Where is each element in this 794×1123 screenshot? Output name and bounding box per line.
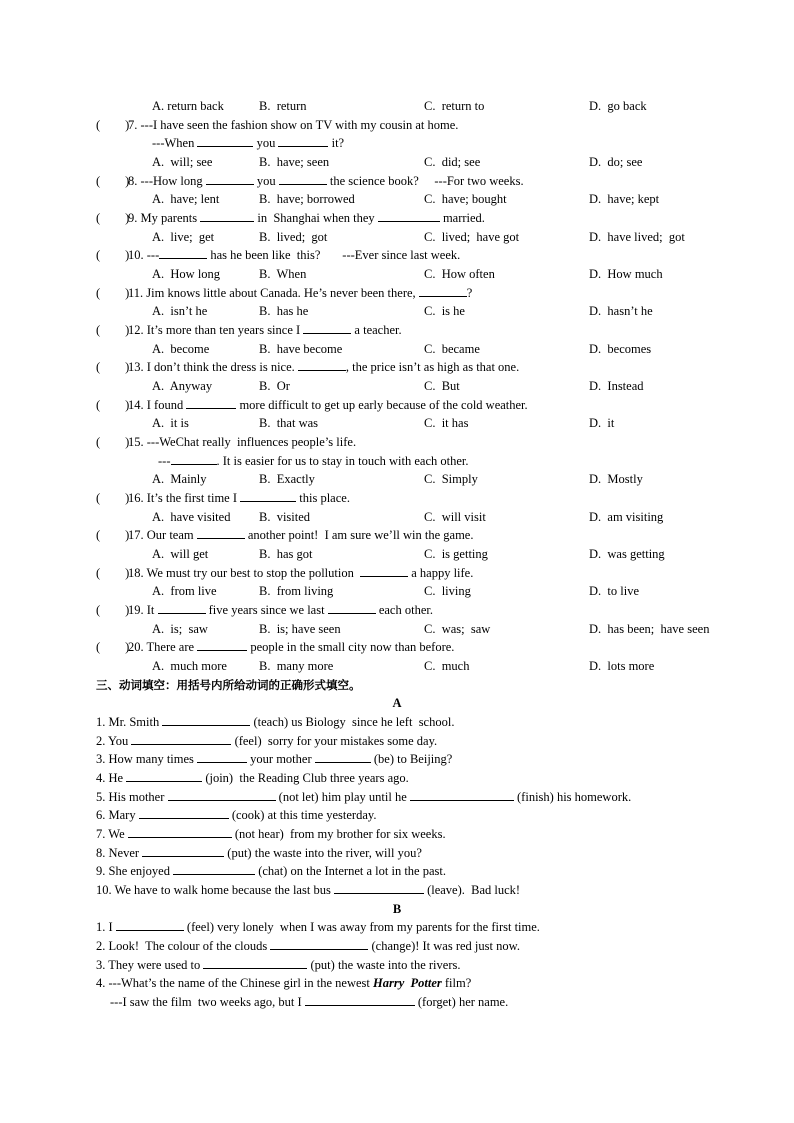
answer-blank[interactable] xyxy=(270,938,368,950)
text: ? xyxy=(466,286,473,300)
text: 2. You xyxy=(96,734,132,748)
text: 8. ---How long xyxy=(128,174,206,188)
option-b[interactable]: B. has he xyxy=(259,304,309,318)
question-stem xyxy=(128,527,473,543)
text: (feel) very lonely when I was away from my parents for the first time. xyxy=(183,920,540,934)
option-b[interactable]: B. many more xyxy=(259,659,334,673)
fill-in-sentence xyxy=(110,994,508,1010)
option-d[interactable]: D. Instead xyxy=(589,379,644,393)
part-label-row xyxy=(0,901,794,917)
text: 20. There are xyxy=(128,640,198,654)
answer-blank[interactable] xyxy=(162,714,250,726)
question-stem xyxy=(128,397,528,413)
option-c[interactable]: C. became xyxy=(424,342,480,356)
answer-blank[interactable] xyxy=(419,285,467,297)
answer-bracket[interactable]: ( ) xyxy=(96,286,130,300)
answer-bracket[interactable]: ( ) xyxy=(96,248,130,262)
option-b[interactable]: B. When xyxy=(259,267,307,281)
option-b[interactable]: B. visited xyxy=(259,510,311,524)
text: 7. We xyxy=(96,827,128,841)
answer-blank[interactable] xyxy=(206,173,254,185)
question-row xyxy=(0,359,794,375)
answer-blank[interactable] xyxy=(203,957,307,969)
options-row xyxy=(0,621,794,637)
fill-row xyxy=(0,994,794,1010)
option-b[interactable]: B. Exactly xyxy=(259,472,315,486)
answer-blank[interactable] xyxy=(186,397,236,409)
text: a teacher. xyxy=(351,323,402,337)
answer-blank[interactable] xyxy=(116,919,184,931)
text: 8. Never xyxy=(96,846,143,860)
text: film? xyxy=(441,976,472,990)
text: five years since we last xyxy=(205,603,328,617)
answer-blank[interactable] xyxy=(360,565,408,577)
option-a[interactable]: A. have visited xyxy=(152,510,231,524)
option-b[interactable]: B. return xyxy=(259,99,307,113)
question-row xyxy=(0,322,794,338)
answer-bracket[interactable]: ( ) xyxy=(96,491,130,505)
answer-bracket[interactable]: ( ) xyxy=(96,640,130,654)
answer-blank[interactable] xyxy=(139,807,229,819)
text: you xyxy=(253,136,279,150)
answer-blank[interactable] xyxy=(298,359,346,371)
text: (cook) at this time yesterday. xyxy=(228,808,377,822)
fill-in-sentence xyxy=(96,826,446,842)
option-b[interactable]: B. has got xyxy=(259,547,313,561)
option-a[interactable]: A. Mainly xyxy=(152,472,207,486)
answer-blank[interactable] xyxy=(334,882,424,894)
answer-blank[interactable] xyxy=(173,863,255,875)
fill-row xyxy=(0,938,794,954)
question-stem xyxy=(128,210,485,226)
answer-blank[interactable] xyxy=(131,733,231,745)
fill-row xyxy=(0,882,794,898)
text: 6. Mary xyxy=(96,808,139,822)
options-row xyxy=(0,303,794,319)
options-row xyxy=(0,341,794,357)
option-b[interactable]: B. lived; got xyxy=(259,230,328,244)
option-a[interactable]: A. will; see xyxy=(152,155,213,169)
question-row xyxy=(0,453,794,469)
option-a[interactable]: A. isn’t he xyxy=(152,304,208,318)
text: each other. xyxy=(375,603,433,617)
text: (join) the Reading Club three years ago. xyxy=(202,771,409,785)
question-stem xyxy=(128,247,460,263)
option-c[interactable]: C. is he xyxy=(424,304,465,318)
option-b[interactable]: B. that was xyxy=(259,416,319,430)
option-a[interactable]: A. much more xyxy=(152,659,227,673)
question-stem xyxy=(128,322,402,338)
answer-blank[interactable] xyxy=(197,751,247,763)
answer-blank[interactable] xyxy=(159,247,207,259)
option-a[interactable]: A. return back xyxy=(152,99,224,113)
text: (change)! It was red just now. xyxy=(368,939,520,953)
text: (not hear) from my brother for six weeks. xyxy=(231,827,446,841)
text: the science book? ---For two weeks. xyxy=(326,174,524,188)
fill-row xyxy=(0,770,794,786)
answer-blank[interactable] xyxy=(171,453,217,465)
answer-bracket[interactable]: ( ) xyxy=(96,398,130,412)
question-row xyxy=(0,117,794,133)
option-d[interactable]: D. becomes xyxy=(589,342,652,356)
answer-bracket[interactable]: ( ) xyxy=(96,435,130,449)
answer-blank[interactable] xyxy=(197,639,247,651)
fill-in-sentence xyxy=(96,938,520,954)
option-c[interactable]: C. Simply xyxy=(424,472,478,486)
option-a[interactable]: A. from live xyxy=(152,584,217,598)
answer-bracket[interactable]: ( ) xyxy=(96,528,130,542)
text: another point! I am sure we’ll win the game. xyxy=(244,528,474,542)
question-row xyxy=(0,434,794,450)
options-row xyxy=(0,266,794,282)
option-b[interactable]: B. from living xyxy=(259,584,334,598)
fill-in-sentence xyxy=(96,957,460,973)
option-b[interactable]: B. is; have seen xyxy=(259,622,341,636)
fill-in-sentence xyxy=(96,863,446,879)
text: , the price isn’t as high as that one. xyxy=(345,360,520,374)
text: 7. ---I have seen the fashion show on TV with my cousin at home. xyxy=(128,118,459,132)
answer-blank[interactable] xyxy=(410,789,514,801)
fill-row xyxy=(0,789,794,805)
text: 19. It xyxy=(128,603,158,617)
options-row xyxy=(0,98,794,114)
question-stem xyxy=(158,453,469,469)
text: (be) to Beijing? xyxy=(370,752,453,766)
text: (leave). Bad luck! xyxy=(423,883,521,897)
text: (put) the waste into the river, will you? xyxy=(224,846,422,860)
fill-row xyxy=(0,863,794,879)
answer-bracket[interactable]: ( ) xyxy=(96,360,130,374)
text: a happy life. xyxy=(408,566,474,580)
section-heading: 三、动词填空：用括号内所给动词的正确形式填空。 xyxy=(96,678,361,692)
option-d[interactable]: D. it xyxy=(589,416,615,430)
option-a[interactable]: A. live; get xyxy=(152,230,215,244)
option-d[interactable]: D. Mostly xyxy=(589,472,643,486)
text: this place. xyxy=(296,491,350,505)
option-d[interactable]: D. go back xyxy=(589,99,647,113)
question-row xyxy=(0,397,794,413)
question-stem xyxy=(128,434,356,450)
option-c[interactable]: C. living xyxy=(424,584,471,598)
option-d[interactable]: D. lots more xyxy=(589,659,655,673)
fill-row xyxy=(0,975,794,991)
question-stem xyxy=(128,602,433,618)
answer-blank[interactable] xyxy=(197,135,253,147)
text: it? xyxy=(328,136,345,150)
text: 17. Our team xyxy=(128,528,197,542)
option-c[interactable]: C. return to xyxy=(424,99,485,113)
option-a[interactable]: A. How long xyxy=(152,267,221,281)
option-d[interactable]: D. has been; have seen xyxy=(589,622,710,636)
question-row xyxy=(0,490,794,506)
answer-blank[interactable] xyxy=(328,602,376,614)
option-a[interactable]: A. it is xyxy=(152,416,189,430)
answer-blank[interactable] xyxy=(278,135,328,147)
text: ---When xyxy=(152,136,198,150)
option-a[interactable]: A. Anyway xyxy=(152,379,213,393)
text: 11. Jim knows little about Canada. He’s never been there, xyxy=(128,286,419,300)
answer-blank[interactable] xyxy=(240,490,296,502)
question-row xyxy=(0,565,794,581)
fill-in-sentence xyxy=(96,733,437,749)
answer-blank[interactable] xyxy=(200,210,254,222)
answer-blank[interactable] xyxy=(128,826,232,838)
option-b[interactable]: B. have become xyxy=(259,342,343,356)
question-stem xyxy=(128,173,524,189)
answer-blank[interactable] xyxy=(158,602,206,614)
fill-in-sentence xyxy=(96,919,540,935)
question-stem xyxy=(128,565,473,581)
text: 5. His mother xyxy=(96,790,168,804)
fill-in-sentence xyxy=(96,845,422,861)
option-b[interactable]: B. Or xyxy=(259,379,290,393)
answer-blank[interactable] xyxy=(378,210,440,222)
text: 14. I found xyxy=(128,398,187,412)
option-d[interactable]: D. am visiting xyxy=(589,510,664,524)
text: 16. It’s the first time I xyxy=(128,491,241,505)
options-row xyxy=(0,471,794,487)
option-a[interactable]: A. become xyxy=(152,342,210,356)
question-row xyxy=(0,173,794,189)
text: 4. ---What’s the name of the Chinese girl in the newest xyxy=(96,976,374,990)
text: 18. We must try our best to stop the pollution xyxy=(128,566,361,580)
option-c[interactable]: C. is getting xyxy=(424,547,488,561)
answer-bracket[interactable]: ( ) xyxy=(96,118,130,132)
question-row xyxy=(0,602,794,618)
option-d[interactable]: D. have lived; got xyxy=(589,230,685,244)
fill-row xyxy=(0,826,794,842)
text: (put) the waste into the rivers. xyxy=(307,958,461,972)
text: 10. --- xyxy=(128,248,160,262)
options-row xyxy=(0,415,794,431)
text: your mother xyxy=(247,752,315,766)
answer-bracket[interactable]: ( ) xyxy=(96,603,130,617)
text: 12. It’s more than ten years since I xyxy=(128,323,304,337)
answer-blank[interactable] xyxy=(197,527,245,539)
text: people in the small city now than before. xyxy=(247,640,455,654)
question-stem xyxy=(152,135,344,151)
option-c[interactable]: C. have; bought xyxy=(424,192,507,206)
answer-blank[interactable] xyxy=(142,845,224,857)
question-row xyxy=(0,135,794,151)
text: 15. ---WeChat really influences people’s life. xyxy=(128,435,357,449)
fill-in-sentence xyxy=(96,714,454,730)
text: --- xyxy=(158,454,171,468)
option-d[interactable]: D. was getting xyxy=(589,547,665,561)
question-stem xyxy=(128,117,458,133)
answer-blank[interactable] xyxy=(279,173,327,185)
text: more difficult to get up early because of the cold weather. xyxy=(236,398,528,412)
text: (not let) him play until he xyxy=(275,790,410,804)
fill-in-sentence xyxy=(96,770,409,786)
part-b-label: B xyxy=(392,902,402,916)
question-stem xyxy=(128,359,519,375)
text: (finish) his homework. xyxy=(513,790,632,804)
fill-in-sentence xyxy=(96,882,520,898)
text: 2. Look! The colour of the clouds xyxy=(96,939,271,953)
fill-row xyxy=(0,807,794,823)
fill-in-sentence xyxy=(96,751,452,767)
option-b[interactable]: B. have; borrowed xyxy=(259,192,355,206)
answer-bracket[interactable]: ( ) xyxy=(96,174,130,188)
options-row xyxy=(0,546,794,562)
option-c[interactable]: C. much xyxy=(424,659,470,673)
section-heading-row xyxy=(0,677,794,693)
text: 13. I don’t think the dress is nice. xyxy=(128,360,298,374)
option-b[interactable]: B. have; seen xyxy=(259,155,330,169)
text: . It is easier for us to stay in touch with each other. xyxy=(216,454,469,468)
options-row xyxy=(0,509,794,525)
option-a[interactable]: A. is; saw xyxy=(152,622,208,636)
options-row xyxy=(0,229,794,245)
options-row xyxy=(0,191,794,207)
text: 1. Mr. Smith xyxy=(96,715,163,729)
text: has he been like this? ---Ever since last week. xyxy=(207,248,461,262)
text: 9. My parents xyxy=(128,211,201,225)
question-stem xyxy=(128,639,454,655)
fill-row xyxy=(0,714,794,730)
question-row xyxy=(0,639,794,655)
option-d[interactable]: D. do; see xyxy=(589,155,643,169)
fill-in-sentence xyxy=(96,789,631,805)
answer-blank[interactable] xyxy=(168,789,276,801)
part-a-label: A xyxy=(392,696,402,710)
option-c[interactable]: C. was; saw xyxy=(424,622,491,636)
fill-row xyxy=(0,957,794,973)
option-c[interactable]: C. will visit xyxy=(424,510,486,524)
question-row xyxy=(0,210,794,226)
fill-in-sentence xyxy=(96,807,376,823)
option-c[interactable]: C. lived; have got xyxy=(424,230,520,244)
text: 4. He xyxy=(96,771,127,785)
option-d[interactable]: D. hasn’t he xyxy=(589,304,653,318)
text: 3. How many times xyxy=(96,752,198,766)
text: 10. We have to walk home because the last bus xyxy=(96,883,334,897)
option-d[interactable]: D. How much xyxy=(589,267,663,281)
text: you xyxy=(253,174,279,188)
text: married. xyxy=(439,211,485,225)
options-row xyxy=(0,583,794,599)
option-a[interactable]: A. will get xyxy=(152,547,209,561)
fill-row xyxy=(0,751,794,767)
answer-bracket[interactable]: ( ) xyxy=(96,566,130,580)
text: (teach) us Biology since he left school. xyxy=(250,715,455,729)
option-d[interactable]: D. to live xyxy=(589,584,639,598)
answer-blank[interactable] xyxy=(315,751,371,763)
option-c[interactable]: C. But xyxy=(424,379,460,393)
option-c[interactable]: C. How often xyxy=(424,267,495,281)
question-stem xyxy=(128,285,472,301)
film-title: Harry Potter xyxy=(373,976,442,990)
text: ---I saw the film two weeks ago, but I xyxy=(110,995,305,1009)
fill-row xyxy=(0,733,794,749)
text: (chat) on the Internet a lot in the past. xyxy=(255,864,446,878)
question-row xyxy=(0,247,794,263)
part-label-row xyxy=(0,695,794,711)
text: (forget) her name. xyxy=(414,995,509,1009)
answer-bracket[interactable]: ( ) xyxy=(96,211,130,225)
text: in Shanghai when they xyxy=(254,211,378,225)
option-c[interactable]: C. did; see xyxy=(424,155,481,169)
fill-row xyxy=(0,845,794,861)
option-a[interactable]: A. have; lent xyxy=(152,192,220,206)
text: 1. I xyxy=(96,920,116,934)
answer-bracket[interactable]: ( ) xyxy=(96,323,130,337)
option-d[interactable]: D. have; kept xyxy=(589,192,660,206)
options-row xyxy=(0,154,794,170)
options-row xyxy=(0,378,794,394)
option-c[interactable]: C. it has xyxy=(424,416,469,430)
answer-blank[interactable] xyxy=(126,770,202,782)
text: 3. They were used to xyxy=(96,958,204,972)
question-row xyxy=(0,527,794,543)
options-row xyxy=(0,658,794,674)
answer-blank[interactable] xyxy=(305,994,415,1006)
question-stem xyxy=(128,490,350,506)
fill-row xyxy=(0,919,794,935)
fill-in-sentence xyxy=(96,975,471,991)
text: 9. She enjoyed xyxy=(96,864,174,878)
answer-blank[interactable] xyxy=(303,322,351,334)
text: (feel) sorry for your mistakes some day. xyxy=(231,734,438,748)
question-row xyxy=(0,285,794,301)
